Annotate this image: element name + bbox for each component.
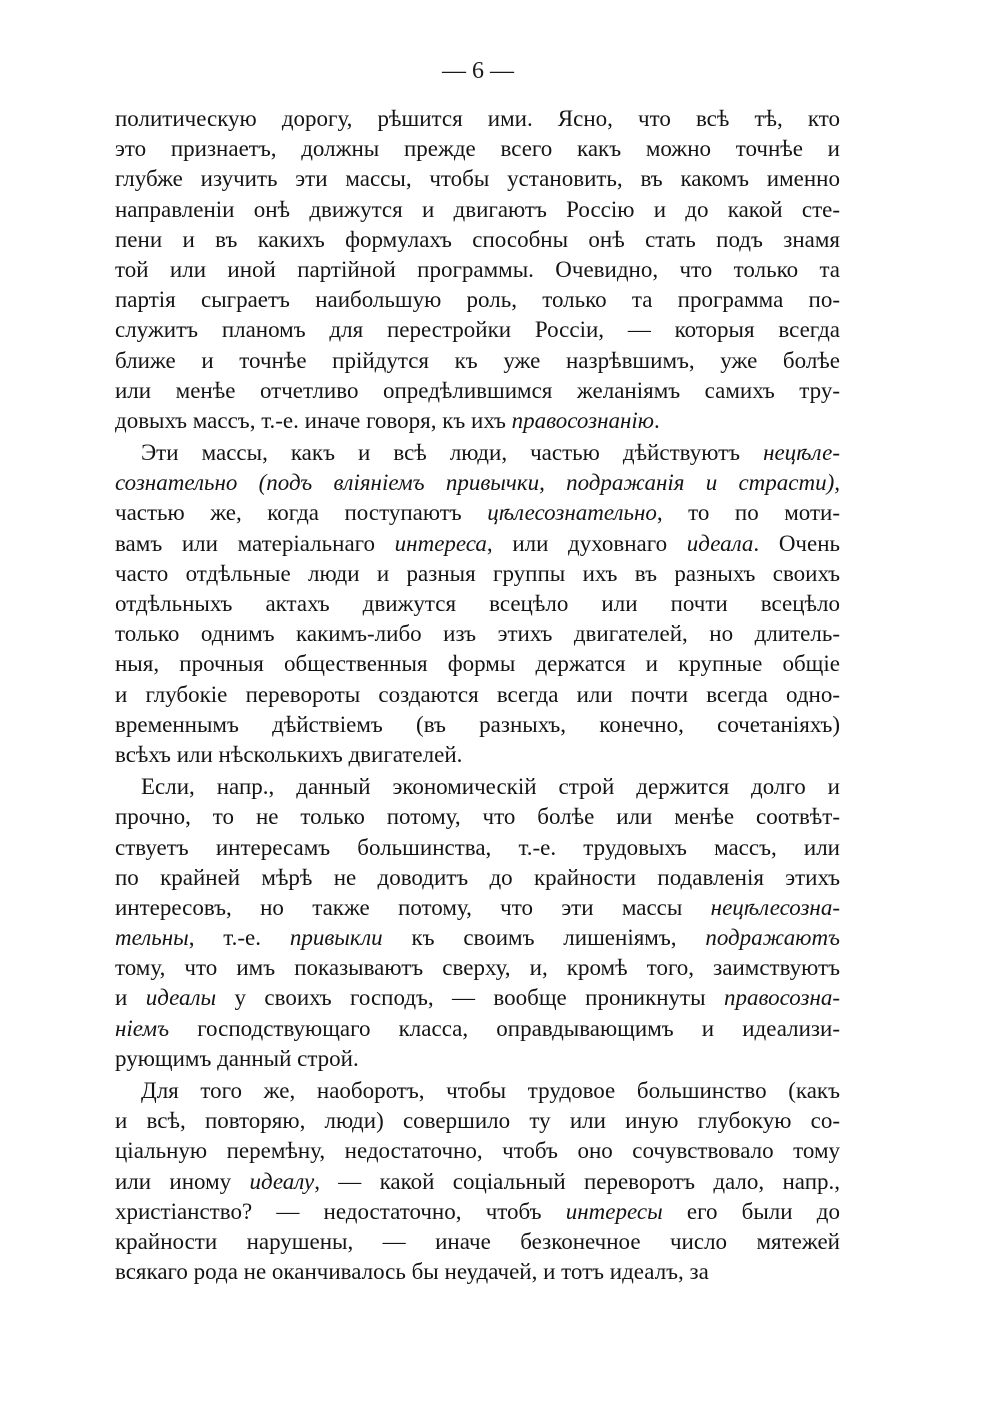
italic-text: подражаютъ	[705, 925, 840, 951]
text-segment: . Очень	[753, 530, 840, 556]
text-line	[115, 1257, 840, 1287]
text-line	[115, 438, 840, 468]
italic-text: цѣлесознательно	[487, 500, 657, 526]
text-segment: у своихъ господъ, — вообще проникнуты	[216, 985, 724, 1011]
text-line	[115, 255, 840, 285]
text-segment: ближе и точнѣе прійдутся къ уже назрѣвшимъ, уже болѣе	[115, 347, 840, 373]
text-line	[115, 164, 840, 194]
text-line	[115, 983, 840, 1013]
italic-text: идеалу	[249, 1168, 315, 1194]
text-line	[115, 346, 840, 376]
text-line	[115, 649, 840, 679]
text-segment: , — какой соціальный переворотъ дало, напр.,	[314, 1168, 840, 1194]
text-segment: довыхъ массъ, т.-е. иначе говоря, къ ихъ	[115, 407, 512, 433]
text-line	[115, 376, 840, 406]
text-segment: Для того же, наоборотъ, чтобы трудовое большинство (какъ	[141, 1078, 840, 1103]
text-segment: частью же, когда поступаютъ	[115, 500, 488, 526]
text-segment: или менѣе отчетливо опредѣлившимся желаніямъ самихъ тру-	[115, 377, 840, 403]
text-line	[115, 529, 840, 559]
text-segment: христіанство? — недостаточно, чтобъ	[115, 1198, 566, 1224]
text-line	[115, 953, 840, 983]
text-segment: и	[115, 985, 146, 1011]
text-line	[115, 740, 840, 770]
text-segment: Эти массы, какъ и всѣ люди, частью дѣйствуютъ	[141, 440, 764, 466]
text-segment: или иному	[115, 1168, 250, 1194]
text-segment: прочно, то не только потому, что болѣе или менѣе соотвѣт-	[115, 804, 840, 830]
text-segment: ціальную перемѣну, недостаточно, чтобъ оно сочувствовало тому	[115, 1138, 840, 1164]
paragraph	[115, 104, 840, 436]
text-segment: по крайней мѣрѣ не доводитъ до крайности подавленія этихъ	[115, 864, 840, 890]
italic-text: ніемъ	[115, 1015, 170, 1041]
text-segment: его были до	[662, 1198, 840, 1224]
italic-text: идеала	[686, 530, 754, 556]
italic-text: интересы	[565, 1198, 663, 1224]
text-line	[115, 468, 840, 498]
text-line	[115, 315, 840, 345]
text-segment: , то по моти-	[656, 500, 840, 526]
body-text	[115, 104, 840, 1289]
text-segment: отдѣльныхъ актахъ движутся всецѣло или почти всецѣло	[115, 591, 840, 616]
text-line	[115, 863, 840, 893]
text-segment: временнымъ дѣйствіемъ (въ разныхъ, конечно, сочетаніяхъ)	[115, 711, 840, 737]
text-line	[115, 1197, 840, 1227]
text-line	[115, 225, 840, 255]
text-segment: господствующаго класса, оправдывающимъ и идеализи-	[169, 1015, 840, 1041]
text-line	[115, 1136, 840, 1166]
text-segment: пени и въ какихъ формулахъ способны онѣ стать подъ знамя	[115, 226, 840, 252]
text-line	[115, 1076, 840, 1106]
text-segment: это признаетъ, должны прежде всего какъ можно точнѣе и	[115, 136, 840, 162]
italic-text: нецѣле-	[763, 440, 840, 466]
text-segment: , т.-е.	[188, 925, 290, 951]
text-line	[115, 559, 840, 589]
italic-text: сознательно (подъ вліяніемъ привычки, подражанія и страсти),	[115, 470, 840, 496]
text-segment: и глубокіе перевороты создаются всегда или почти всегда одно-	[115, 681, 840, 707]
text-segment: глубже изучить эти массы, чтобы установить, въ какомъ именно	[115, 166, 840, 192]
text-line	[115, 923, 840, 953]
italic-text: правосознанію	[511, 407, 655, 433]
text-segment: интересовъ, но также потому, что эти массы	[115, 894, 711, 920]
italic-text: тельны	[115, 925, 189, 951]
text-line	[115, 802, 840, 832]
text-segment: только однимъ какимъ-либо изъ этихъ двигателей, но длитель-	[115, 621, 840, 647]
text-line	[115, 195, 840, 225]
text-line	[115, 680, 840, 710]
text-line	[115, 134, 840, 164]
text-segment: той или иной партійной программы. Очевидно, что только та	[115, 256, 840, 282]
paragraph	[115, 1076, 840, 1287]
text-line	[115, 498, 840, 528]
text-segment: рующимъ данный строй.	[115, 1045, 359, 1071]
text-segment: ствуетъ интересамъ большинства, т.-е. трудовыхъ массъ, или	[115, 834, 840, 860]
italic-text: интереса	[394, 530, 487, 556]
text-segment: всякаго рода не оканчивалось бы неудачей, и тотъ идеалъ, за	[115, 1259, 709, 1285]
text-line	[115, 406, 840, 436]
text-segment: тому, что имъ показываютъ сверху, и, кромѣ того, заимствуютъ	[115, 955, 840, 981]
text-line	[115, 589, 840, 619]
paragraph	[115, 438, 840, 770]
text-line	[115, 619, 840, 649]
text-segment: всѣхъ или нѣсколькихъ двигателей.	[115, 741, 463, 767]
text-segment: часто отдѣльные люди и разныя группы ихъ въ разныхъ своихъ	[115, 560, 840, 586]
text-line	[115, 1227, 840, 1257]
text-line	[115, 104, 840, 134]
text-segment: къ своимъ лишеніямъ,	[382, 925, 706, 951]
text-segment: Если, напр., данный экономическій строй держится долго и	[141, 774, 840, 800]
text-segment: направленіи онѣ движутся и двигаютъ Россію и до какой сте-	[115, 196, 840, 222]
text-line	[115, 1167, 840, 1197]
text-line	[115, 833, 840, 863]
text-line	[115, 285, 840, 315]
text-line	[115, 893, 840, 923]
text-segment: , или духовнаго	[486, 530, 687, 556]
text-line	[115, 772, 840, 802]
italic-text: нецѣлесозна-	[710, 894, 840, 920]
text-line	[115, 710, 840, 740]
text-line	[115, 1106, 840, 1136]
paragraph	[115, 772, 840, 1074]
italic-text: привыкли	[289, 925, 383, 951]
text-line	[115, 1044, 840, 1074]
italic-text: правосозна-	[723, 985, 840, 1011]
text-segment: партія сыграетъ наибольшую роль, только та программа по-	[115, 287, 840, 313]
text-segment: крайности нарушены, — иначе безконечное число мятежей	[115, 1228, 840, 1254]
text-segment: политическую дорогу, рѣшится ими. Ясно, что всѣ тѣ, кто	[115, 106, 840, 131]
text-segment: .	[654, 407, 660, 433]
text-segment: и всѣ, повторяю, люди) совершило ту или иную глубокую со-	[115, 1108, 840, 1134]
text-segment: вамъ или матеріальнаго	[115, 530, 395, 556]
text-segment: ныя, прочныя общественныя формы держатся и крупные общіе	[115, 651, 840, 677]
text-line	[115, 1014, 840, 1044]
page-number: — 6 —	[442, 58, 514, 84]
text-segment: служитъ планомъ для перестройки Россіи, — которыя всегда	[115, 317, 840, 343]
italic-text: идеалы	[145, 985, 217, 1011]
